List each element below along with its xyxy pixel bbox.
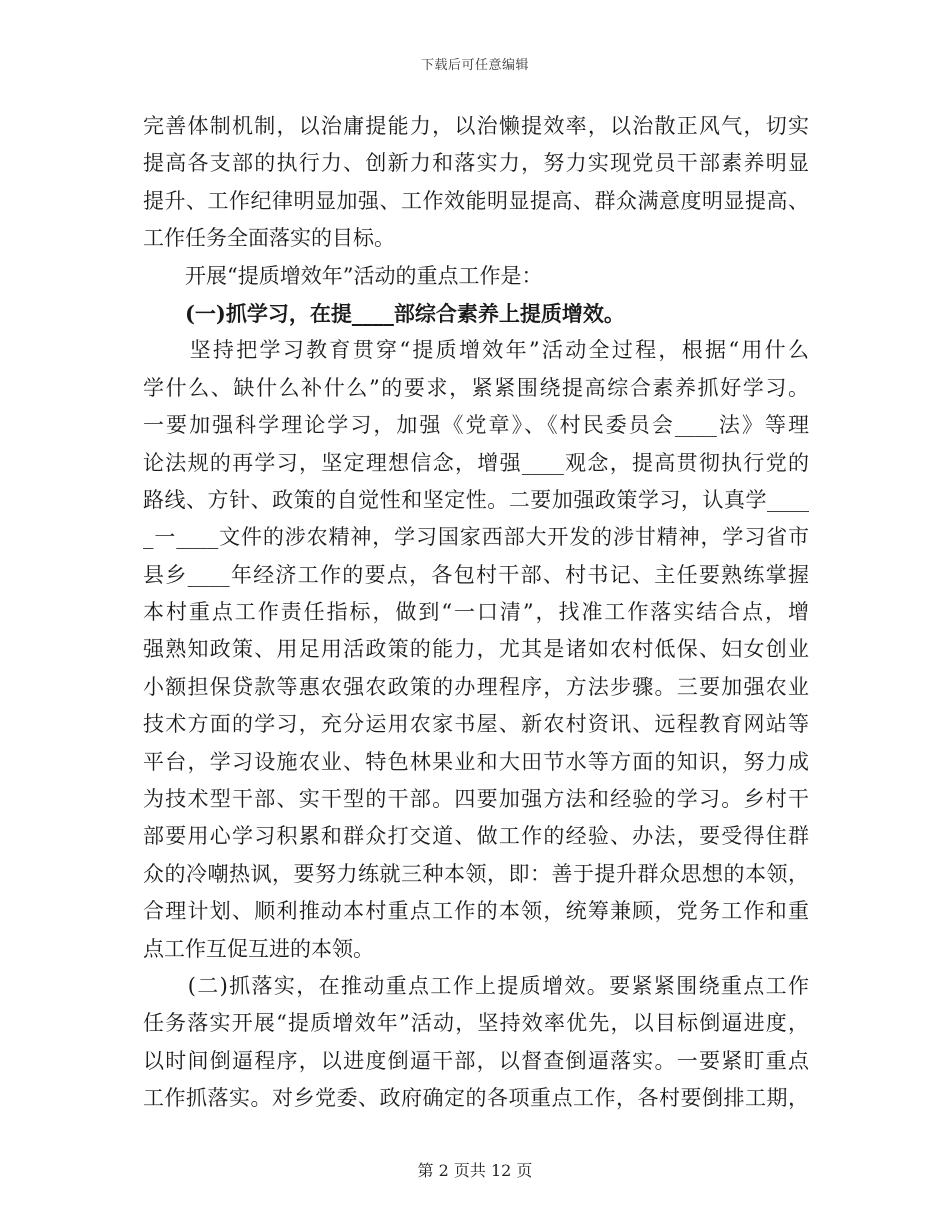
body-text-line: 提升、工作纪律明显加强、工作效能明显提高、群众满意度明显提高、 xyxy=(143,188,809,213)
body-text-line: 学什么、缺什么补什么”的要求，紧紧围绕提高综合素养抓好学习。 xyxy=(143,375,809,400)
body-text-line: 点工作互促互进的本领。 xyxy=(143,936,374,961)
body-text-line: _一____文件的涉农精神，学习国家西部大开发的涉甘精神，学习省市 xyxy=(143,525,809,550)
section-heading-line: (一)抓学习，在提____部综合素养上提质增效。 xyxy=(143,300,625,326)
body-text-line: 路线、方针、政策的自觉性和坚定性。二要加强政策学习，认真学____ xyxy=(143,487,809,512)
body-text-line: 坚持把学习教育贯穿“提质增效年”活动全过程，根据“用什么 xyxy=(143,338,809,363)
body-text-line: 部要用心学习积累和群众打交道、做工作的经验、办法，要受得住群 xyxy=(143,824,809,849)
body-text-line: 完善体制机制，以治庸提能力，以治懒提效率，以治散正风气，切实 xyxy=(143,114,809,138)
page-header: 下载后可任意编辑 xyxy=(420,58,529,73)
body-text-line: 众的冷嘲热讽，要努力练就三种本领，即：善于提升群众思想的本领， xyxy=(143,861,809,886)
body-text-line: (二)抓落实，在推动重点工作上提质增效。要紧紧围绕重点工作 xyxy=(143,973,809,998)
body-text-line: 强熟知政策、用足用活政策的能力，尤其是诸如农村低保、妇女创业 xyxy=(143,637,809,662)
body-text-line: 以时间倒逼程序，以进度倒逼干部，以督查倒逼落实。一要紧盯重点 xyxy=(143,1048,809,1073)
body-text-line: 任务落实开展“提质增效年”活动，坚持效率优先，以目标倒逼进度， xyxy=(143,1011,809,1036)
body-text-line: 小额担保贷款等惠农强农政策的办理程序，方法步骤。三要加强农业 xyxy=(143,674,809,699)
body-text-line: 平台，学习设施农业、特色林果业和大田节水等方面的知识，努力成 xyxy=(143,749,809,774)
body-text-line: 论法规的再学习，坚定理想信念，增强____观念，提高贯彻执行党的 xyxy=(143,450,809,475)
body-text-line: 工作抓落实。对乡党委、政府确定的各项重点工作，各村要倒排工期， xyxy=(143,1086,809,1111)
document-body xyxy=(143,108,809,1118)
page-footer: 第 2 页共 12 页 xyxy=(417,1161,533,1180)
body-text-line: 合理计划、顺利推动本村重点工作的本领，统筹兼顾，党务工作和重 xyxy=(143,899,809,924)
body-text-line: 工作任务全面落实的目标。 xyxy=(143,226,395,251)
body-text-line: 本村重点工作责任指标，做到“一口清”，找准工作落实结合点，增 xyxy=(143,600,809,625)
body-text-line: 县乡____年经济工作的要点，各包村干部、村书记、主任要熟练掌握 xyxy=(143,562,809,587)
body-text-line: 技术方面的学习，充分运用农家书屋、新农村资讯、远程教育网站等 xyxy=(143,712,809,737)
body-text-line: 为技术型干部、实干型的干部。四要加强方法和经验的学习。乡村干 xyxy=(143,787,809,812)
body-text-line: 开展“提质增效年”活动的重点工作是： xyxy=(143,263,543,288)
body-text-line: 一要加强科学理论学习，加强《党章》、《村民委员会____法》等理 xyxy=(143,413,809,438)
body-text-line: 提高各支部的执行力、创新力和落实力，努力实现党员干部素养明显 xyxy=(143,151,809,176)
